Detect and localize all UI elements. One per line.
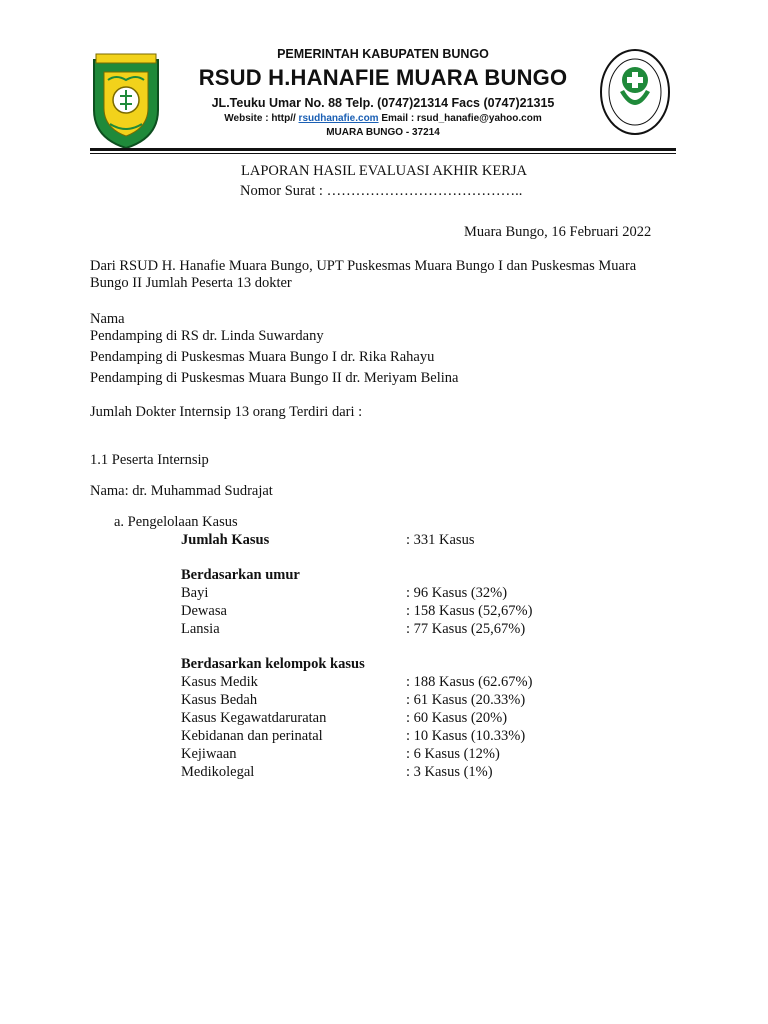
kelompok-row-label: Kasus Kegawatdaruratan [181, 710, 327, 726]
jumlah-kasus-label: Jumlah Kasus [181, 532, 270, 548]
hospital-name: RSUD H.HANAFIE MUARA BUNGO [198, 65, 568, 90]
umur-row-label: Bayi [181, 585, 209, 601]
jumlah-dokter: Jumlah Dokter Internsip 13 orang Terdiri dari : [90, 404, 363, 420]
letterhead [170, 46, 596, 140]
email-text: Email : rsud_hanafie@yahoo.com [381, 113, 542, 124]
kelompok-row-label: Kejiwaan [181, 746, 237, 762]
hospital-address: JL.Teuku Umar No. 88 Telp. (0747)21314 Facs (0747)21315 [211, 96, 555, 110]
pendamping-puskesmas-1: Pendamping di Puskesmas Muara Bungo I dr. Rika Rahayu [90, 349, 435, 365]
item-a-label: a. Pengelolaan Kasus [114, 514, 238, 530]
pendamping-rs: Pendamping di RS dr. Linda Suwardany [90, 328, 324, 344]
umur-heading: Berdasarkan umur [181, 567, 300, 583]
umur-row-label: Dewasa [181, 603, 227, 619]
umur-row-value: : 158 Kasus (52,67%) [406, 603, 533, 619]
pendamping-puskesmas-2: Pendamping di Puskesmas Muara Bungo II dr. Meriyam Belina [90, 370, 459, 386]
umur-row-label: Lansia [181, 621, 220, 637]
intro-line-2: Bungo II Jumlah Peserta 13 dokter [90, 275, 292, 291]
letter-number: Nomor Surat : ………………………………….. [240, 183, 523, 199]
government-name: PEMERINTAH KABUPATEN BUNGO [277, 47, 489, 61]
letter-date: Muara Bungo, 16 Februari 2022 [464, 224, 652, 240]
intro-line-1: Dari RSUD H. Hanafie Muara Bungo, UPT Puskesmas Muara Bungo I dan Puskesmas Muara [90, 258, 637, 274]
kelompok-row-value: : 60 Kasus (20%) [406, 710, 508, 726]
nama-label: Nama [90, 311, 125, 327]
kelompok-row-label: Medikolegal [181, 764, 255, 780]
kelompok-row-value: : 3 Kasus (1%) [406, 764, 493, 780]
kelompok-row-value: : 188 Kasus (62.67%) [406, 674, 533, 690]
kelompok-heading: Berdasarkan kelompok kasus [181, 656, 365, 672]
document-title: LAPORAN HASIL EVALUASI AKHIR KERJA [241, 163, 527, 179]
kelompok-row-label: Kasus Medik [181, 674, 258, 690]
peserta-nama: Nama: dr. Muhammad Sudrajat [90, 483, 273, 499]
city-postcode: MUARA BUNGO - 37214 [326, 127, 440, 138]
section-heading: 1.1 Peserta Internsip [90, 452, 209, 468]
jumlah-kasus-value: : 331 Kasus [406, 532, 475, 548]
kelompok-row-label: Kebidanan dan perinatal [181, 728, 323, 744]
website-prefix: Website : http// [224, 113, 296, 124]
letterhead-rule-thin [90, 153, 676, 154]
kabupaten-bungo-logo [90, 50, 162, 150]
bakti-husada-logo [598, 46, 672, 138]
kelompok-row-value: : 10 Kasus (10.33%) [406, 728, 526, 744]
kelompok-row-value: : 6 Kasus (12%) [406, 746, 500, 762]
letterhead-rule-thick [90, 148, 676, 151]
website-link[interactable]: rsudhanafie.com [298, 113, 379, 124]
umur-row-value: : 96 Kasus (32%) [406, 585, 508, 601]
umur-row-value: : 77 Kasus (25,67%) [406, 621, 526, 637]
kelompok-row-label: Kasus Bedah [181, 692, 258, 708]
kelompok-row-value: : 61 Kasus (20.33%) [406, 692, 526, 708]
contact-line [170, 112, 596, 126]
